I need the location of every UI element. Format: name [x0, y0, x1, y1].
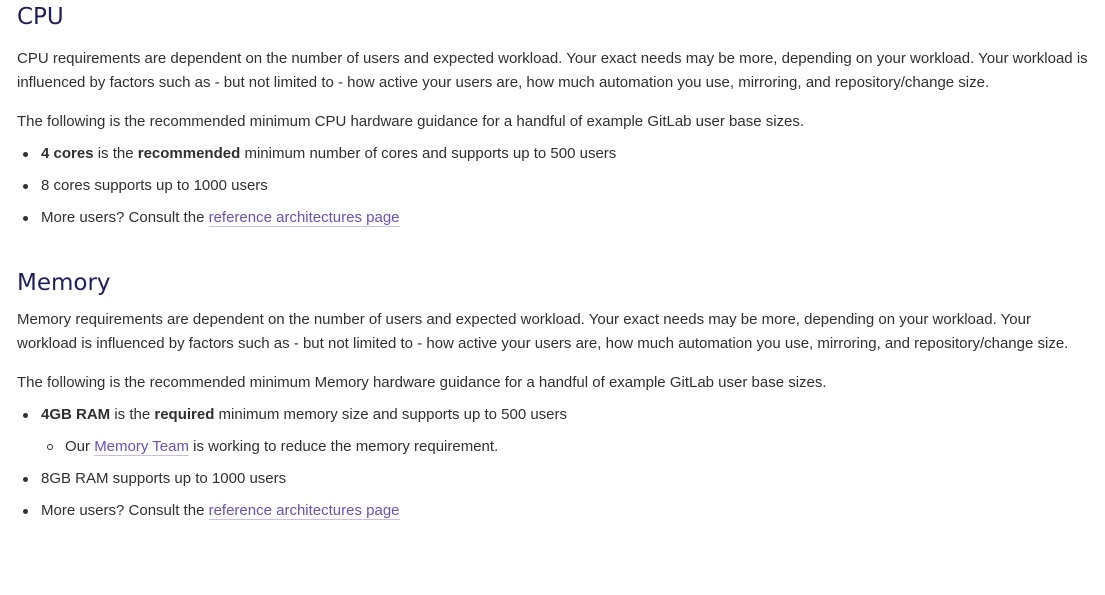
cpu-item-4-cores-text1: is the: [93, 145, 138, 162]
cpu-heading: CPU: [17, 4, 64, 30]
cpu-requirements-list: [17, 142, 1092, 230]
memory-team-prefix: Our: [65, 438, 95, 455]
cpu-item-recommended-bold: recommended: [137, 145, 241, 162]
document-content: [17, 0, 1092, 531]
cpu-item-4-cores-text2: minimum number of cores and supports up to 500 users: [240, 145, 617, 162]
memory-team-item: [41, 435, 1092, 459]
memory-item-more-users: [17, 499, 1092, 523]
cpu-guidance-paragraph: The following is the recommended minimum CPU hardware guidance for a handful of example GitLab user base sizes.: [17, 113, 805, 130]
cpu-item-more-users: [17, 206, 1092, 230]
memory-team-suffix: is working to reduce the memory requirement.: [188, 438, 499, 455]
memory-item-4gb: [17, 403, 1092, 459]
cpu-item-8-cores: [17, 174, 1092, 198]
memory-guidance-paragraph: The following is the recommended minimum Memory hardware guidance for a handful of example GitLab user base sizes.: [17, 374, 827, 391]
memory-team-link[interactable]: Memory Team: [94, 438, 189, 455]
cpu-intro-paragraph: CPU requirements are dependent on the number of users and expected workload. Your exact needs may be more, depending on your workload. Your workload is influenced by factors such as - but not limited to - how active your users are, how much automation you use, mirroring, and repository/change size.: [17, 50, 1088, 91]
memory-intro-paragraph: Memory requirements are dependent on the number of users and expected workload. Your exact needs may be more, depending on your workload. Your workload is influenced by factors such as - but not limited to - how active your users are, how much automation you use, mirroring, and repository/change size.: [17, 311, 1069, 352]
cpu-item-8-cores-text: 8 cores supports up to 1000 users: [41, 177, 268, 194]
memory-item-4gb-bold: 4GB RAM: [41, 406, 111, 423]
memory-requirements-list: [17, 403, 1092, 523]
cpu-item-4-cores: [17, 142, 1092, 166]
cpu-item-4-cores-bold: 4 cores: [41, 145, 94, 162]
memory-item-more-users-prefix: More users? Consult the: [41, 502, 209, 519]
memory-item-8gb-text: 8GB RAM supports up to 1000 users: [41, 470, 287, 487]
memory-item-4gb-text2: minimum memory size and supports up to 500 users: [214, 406, 568, 423]
memory-reference-architectures-link[interactable]: reference architectures page: [208, 502, 400, 519]
memory-item-8gb: [17, 467, 1092, 491]
memory-item-4gb-text1: is the: [110, 406, 155, 423]
memory-sub-list: [41, 435, 1092, 459]
memory-heading: Memory: [17, 270, 111, 296]
cpu-reference-architectures-link[interactable]: reference architectures page: [208, 209, 400, 226]
memory-item-required-bold: required: [154, 406, 215, 423]
cpu-item-more-users-prefix: More users? Consult the: [41, 209, 209, 226]
